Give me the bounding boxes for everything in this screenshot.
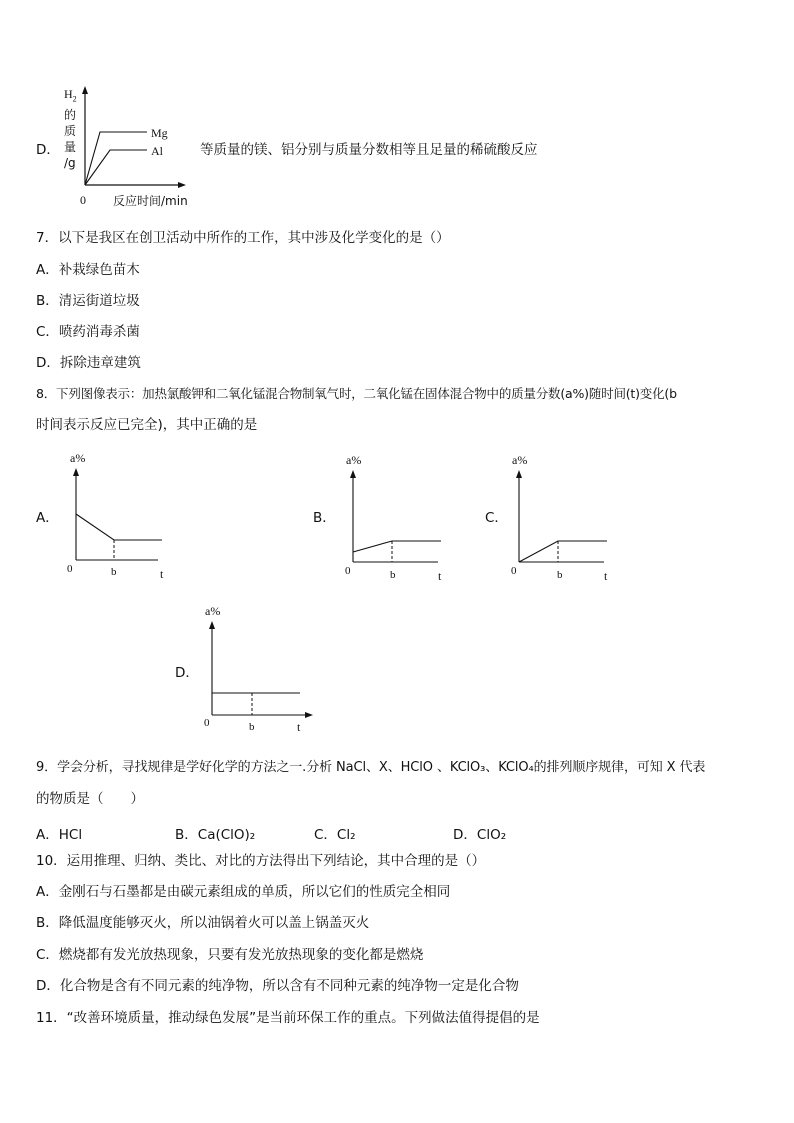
q8-graph-c-label: C．	[485, 510, 508, 526]
q6-y-h: H	[64, 87, 73, 101]
q10-option-c: C．燃烧都有发光放热现象，只要有发光放热现象的变化都是燃烧	[36, 947, 424, 963]
q8-c-y-arrow-icon	[516, 470, 522, 478]
q7-stem: 7．以下是我区在创卫活动中所作的工作，其中涉及化学变化的是（）	[36, 230, 450, 246]
q6-y-liang: 量	[64, 140, 77, 155]
q8-d-y-arrow-icon	[209, 621, 215, 629]
q8-c-origin: 0	[511, 565, 517, 577]
q6-option-d-label: D．	[36, 142, 60, 158]
q6-option-d-graph	[55, 80, 215, 210]
q8-c-t: t	[604, 569, 608, 583]
q11-stem: 11．“改善环境质量，推动绿色发展”是当前环保工作的重点。下列做法值得提倡的是	[36, 1010, 540, 1026]
q9-option-b: B．Ca(ClO)₂	[175, 827, 256, 843]
q8-b-y-arrow-icon	[350, 470, 356, 478]
q7-option-c: C．喷药消毒杀菌	[36, 324, 140, 340]
q7-option-d: D．拆除违章建筑	[36, 355, 141, 371]
q6-y-arrow-icon	[82, 86, 88, 94]
q8-b-ylabel: a%	[346, 453, 362, 467]
q8-d-x-arrow-icon	[305, 712, 313, 718]
q9-option-a: A．HCl	[36, 827, 83, 843]
q8-c-b: b	[557, 569, 563, 581]
q6-y-de: 的	[64, 108, 77, 123]
q6-al-label: Al	[151, 144, 163, 158]
q6-y-sub: 2	[72, 94, 77, 104]
q8-b-t: t	[438, 569, 442, 583]
q8-graph-d	[199, 601, 339, 736]
q6-x-arrow-icon	[178, 182, 186, 188]
q6-al-curve	[85, 150, 147, 185]
q8-d-ylabel: a%	[205, 604, 221, 618]
q8-d-b: b	[249, 721, 255, 733]
q8-a-curve	[76, 514, 162, 540]
q8-graph-b-label: B．	[313, 510, 336, 526]
q8-a-y-arrow-icon	[73, 468, 79, 476]
q10-option-a: A．金刚石与石墨都是由碳元素组成的单质，所以它们的性质完全相同	[36, 884, 451, 900]
q10-option-d: D．化合物是含有不同元素的纯净物，所以含有不同种元素的纯净物一定是化合物	[36, 978, 519, 994]
q8-stem-line1: 8．下列图像表示：加热氯酸钾和二氧化锰混合物制氧气时，二氧化锰在固体混合物中的质量分数(a%)随时间(t)变化(b	[36, 386, 677, 401]
q8-d-t: t	[297, 720, 301, 734]
q7-option-b: B．清运街道垃圾	[36, 293, 140, 309]
q8-graph-d-label: D．	[175, 665, 199, 681]
q8-d-origin: 0	[204, 717, 210, 729]
q6-option-d-text: 等质量的镁、铝分别与质量分数相等且足量的稀硫酸反应	[200, 142, 538, 158]
q6-origin: 0	[80, 193, 86, 207]
q8-c-curve	[519, 541, 607, 562]
q9-option-c: C．Cl₂	[314, 827, 356, 843]
q8-b-origin: 0	[345, 565, 351, 577]
q6-y-zhi: 质	[64, 124, 77, 139]
q8-a-b: b	[111, 566, 117, 578]
q8-b-curve	[353, 541, 441, 552]
q10-option-b: B．降低温度能够灭火，所以油锅着火可以盖上锅盖灭火	[36, 915, 370, 931]
q8-a-t: t	[160, 567, 164, 581]
q8-b-b: b	[390, 569, 396, 581]
q6-y-axis-label	[64, 86, 77, 171]
q8-stem-line2: 时间表示反应已完全)，其中正确的是	[36, 417, 258, 433]
q8-a-ylabel: a%	[70, 451, 86, 465]
q8-c-ylabel: a%	[512, 453, 528, 467]
q9-stem-line1: 9．学会分析，寻找规律是学好化学的方法之一.分析 NaCl、X、HClO 、KClO₃、KClO₄的排列顺序规律，可知 X 代表	[36, 760, 706, 775]
q7-option-a: A．补栽绿色苗木	[36, 262, 140, 278]
q8-graph-c	[506, 450, 636, 585]
q8-a-origin: 0	[67, 563, 73, 575]
q10-stem: 10．运用推理、归纳、类比、对比的方法得出下列结论，其中合理的是（）	[36, 853, 486, 869]
q6-y-unit: /g	[64, 156, 76, 171]
q8-graph-a	[62, 448, 192, 583]
q9-stem-line2: 的物质是（ ）	[36, 791, 144, 807]
q6-mg-curve	[85, 132, 147, 185]
q8-graph-a-label: A．	[36, 510, 59, 526]
q9-option-d: D．ClO₂	[453, 827, 507, 843]
q8-graph-b	[340, 450, 470, 585]
q6-x-axis-label: 反应时间/min	[113, 194, 188, 208]
q6-mg-label: Mg	[151, 126, 168, 140]
